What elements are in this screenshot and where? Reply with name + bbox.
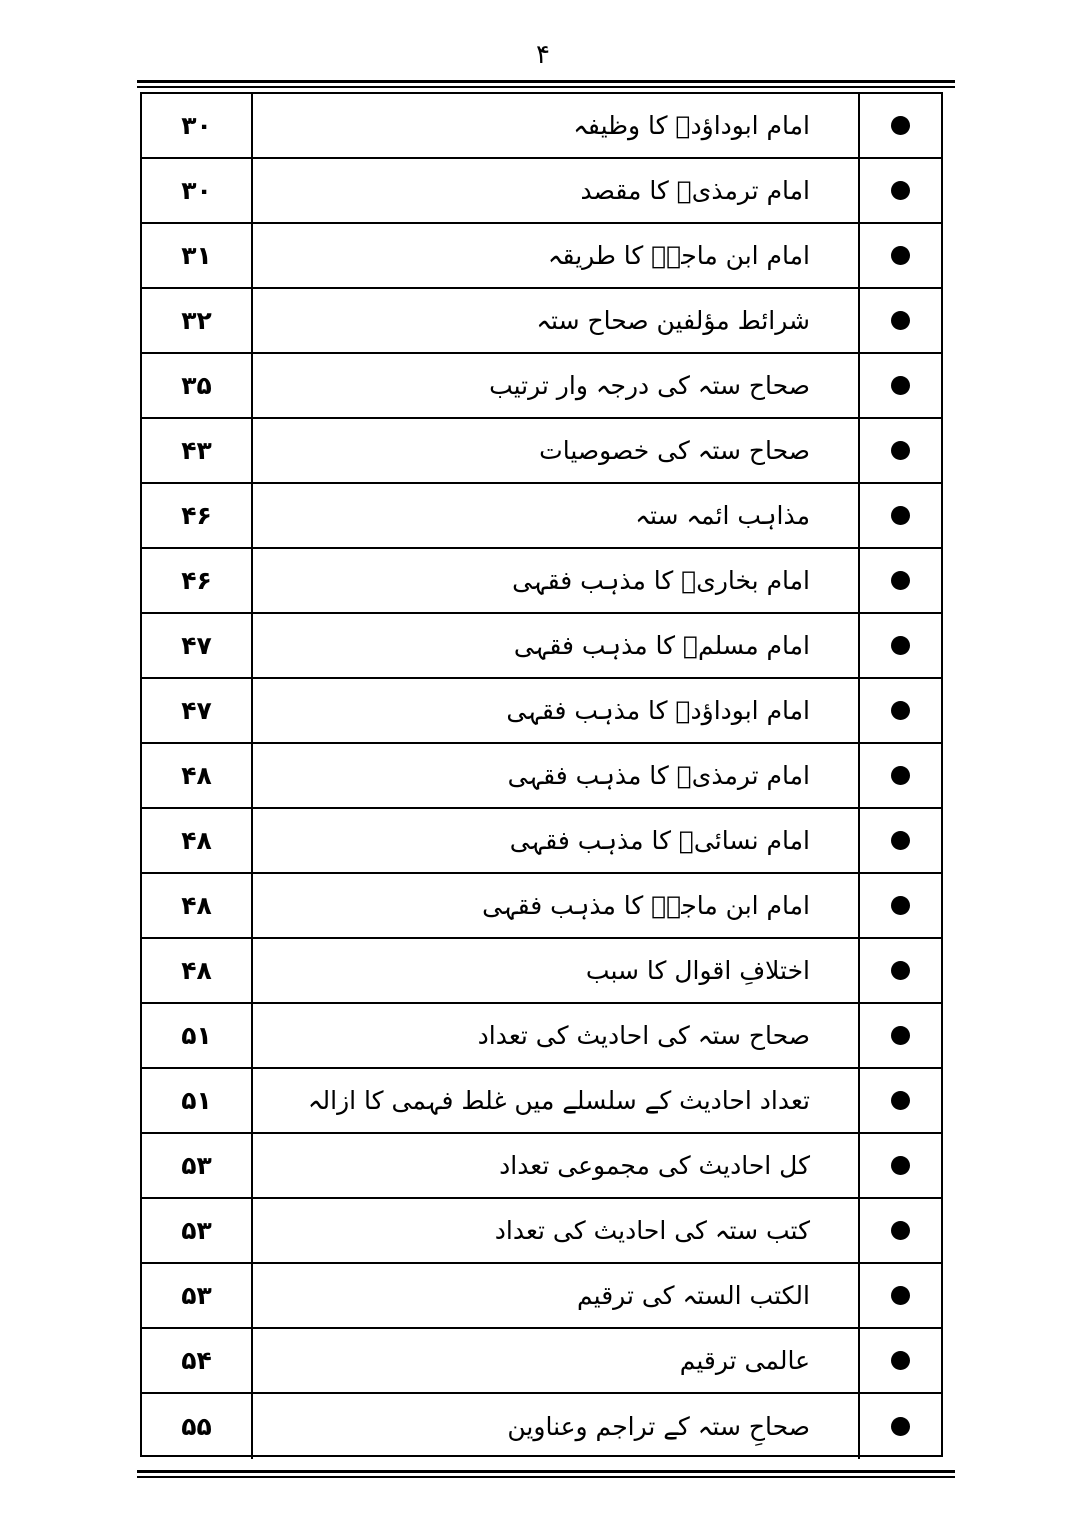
- toc-page-number: ۳۱: [142, 224, 253, 287]
- bullet-icon: [891, 636, 910, 655]
- toc-bullet: [858, 1134, 941, 1197]
- toc-bullet: [858, 289, 941, 352]
- bullet-icon: [891, 701, 910, 720]
- bottom-rule-outer: [137, 1470, 955, 1473]
- toc-title: امام بخاریؒ کا مذہب فقہی: [512, 566, 810, 595]
- toc-bullet: [858, 939, 941, 1002]
- bullet-icon: [891, 181, 910, 200]
- top-rule-inner: [137, 86, 955, 88]
- toc-bullet: [858, 744, 941, 807]
- table-of-contents: [140, 92, 943, 1457]
- toc-bullet: [858, 874, 941, 937]
- toc-row: [142, 614, 941, 679]
- bullet-icon: [891, 1221, 910, 1240]
- toc-title: امام ابن ماجہؒ کا طریقہ: [547, 241, 810, 270]
- bullet-icon: [891, 766, 910, 785]
- toc-row: [142, 679, 941, 744]
- toc-page-number: ۵۳: [142, 1134, 253, 1197]
- bullet-icon: [891, 1026, 910, 1045]
- toc-bullet: [858, 614, 941, 677]
- toc-page-number: ۳۰: [142, 159, 253, 222]
- bullet-icon: [891, 961, 910, 980]
- toc-row: [142, 1394, 941, 1459]
- toc-title: اختلافِ اقوال کا سبب: [585, 956, 810, 985]
- toc-row: [142, 939, 941, 1004]
- toc-title: امام ترمذیؒ کا مقصد: [580, 176, 810, 205]
- toc-bullet: [858, 1199, 941, 1262]
- toc-row: [142, 1004, 941, 1069]
- toc-bullet: [858, 1069, 941, 1132]
- toc-row: [142, 159, 941, 224]
- toc-page-number: ۵۳: [142, 1264, 253, 1327]
- toc-page-number: ۴۸: [142, 809, 253, 872]
- toc-row: [142, 809, 941, 874]
- toc-row: [142, 94, 941, 159]
- toc-title: تعداد احادیث کے سلسلے میں غلط فہمی کا ازالہ: [307, 1086, 810, 1115]
- toc-title: صحاحِ ستہ کے تراجم وعناوین: [507, 1412, 810, 1441]
- toc-title: امام مسلمؒ کا مذہب فقہی: [513, 631, 810, 660]
- toc-bullet: [858, 1264, 941, 1327]
- bullet-icon: [891, 311, 910, 330]
- toc-bullet: [858, 94, 941, 157]
- toc-page-number: ۴۶: [142, 484, 253, 547]
- toc-bullet: [858, 159, 941, 222]
- toc-title: امام ابوداؤدؒ کا وظیفہ: [573, 111, 810, 140]
- toc-page-number: ۳۲: [142, 289, 253, 352]
- toc-title: شرائط مؤلفین صحاح ستہ: [536, 306, 810, 335]
- toc-title: امام ابوداؤدؒ کا مذہب فقہی: [506, 696, 810, 725]
- toc-row: [142, 744, 941, 809]
- toc-page-number: ۴۶: [142, 549, 253, 612]
- toc-page-number: ۴۸: [142, 744, 253, 807]
- toc-page-number: ۴۷: [142, 614, 253, 677]
- bullet-icon: [891, 1286, 910, 1305]
- toc-title: مذاہب ائمہ ستہ: [635, 501, 810, 530]
- toc-row: [142, 1264, 941, 1329]
- bullet-icon: [891, 1351, 910, 1370]
- toc-page-number: ۴۷: [142, 679, 253, 742]
- toc-bullet: [858, 809, 941, 872]
- toc-page-number: ۵۳: [142, 1199, 253, 1262]
- toc-title: صحاح ستہ کی احادیث کی تعداد: [477, 1021, 810, 1050]
- toc-page-number: ۴۸: [142, 939, 253, 1002]
- toc-bullet: [858, 1004, 941, 1067]
- toc-page-number: ۳۵: [142, 354, 253, 417]
- toc-page-number: ۴۳: [142, 419, 253, 482]
- toc-row: [142, 1134, 941, 1199]
- toc-bullet: [858, 354, 941, 417]
- toc-title: صحاح ستہ کی درجہ وار ترتیب: [489, 371, 810, 400]
- top-rule-outer: [137, 80, 955, 83]
- toc-page-number: ۵۴: [142, 1329, 253, 1392]
- toc-bullet: [858, 1394, 941, 1459]
- toc-title: امام ابن ماجہؒ کا مذہب فقہی: [482, 891, 810, 920]
- toc-row: [142, 484, 941, 549]
- toc-bullet: [858, 1329, 941, 1392]
- toc-page-number: ۳۰: [142, 94, 253, 157]
- toc-bullet: [858, 419, 941, 482]
- toc-row: [142, 1199, 941, 1264]
- bullet-icon: [891, 506, 910, 525]
- bullet-icon: [891, 1091, 910, 1110]
- toc-row: [142, 1329, 941, 1394]
- toc-page-number: ۴۸: [142, 874, 253, 937]
- bullet-icon: [891, 571, 910, 590]
- toc-bullet: [858, 484, 941, 547]
- bullet-icon: [891, 896, 910, 915]
- toc-row: [142, 224, 941, 289]
- toc-row: [142, 419, 941, 484]
- toc-row: [142, 354, 941, 419]
- toc-row: [142, 874, 941, 939]
- toc-page-number: ۵۱: [142, 1069, 253, 1132]
- bullet-icon: [891, 831, 910, 850]
- bullet-icon: [891, 1417, 910, 1436]
- toc-row: [142, 1069, 941, 1134]
- bullet-icon: [891, 441, 910, 460]
- page-number: ۴: [536, 40, 550, 70]
- toc-title: امام ترمذیؒ کا مذہب فقہی: [507, 761, 810, 790]
- bullet-icon: [891, 116, 910, 135]
- toc-title: کتب ستہ کی احادیث کی تعداد: [494, 1216, 810, 1245]
- bottom-rule-inner: [137, 1476, 955, 1478]
- bullet-icon: [891, 1156, 910, 1175]
- toc-page-number: ۵۱: [142, 1004, 253, 1067]
- toc-page-number: ۵۵: [142, 1394, 253, 1459]
- toc-bullet: [858, 549, 941, 612]
- toc-title: الکتب الستہ کی ترقیم: [577, 1281, 810, 1310]
- bullet-icon: [891, 376, 910, 395]
- bullet-icon: [891, 246, 910, 265]
- toc-row: [142, 289, 941, 354]
- toc-title: صحاح ستہ کی خصوصیات: [539, 436, 810, 465]
- toc-title: امام نسائیؒ کا مذہب فقہی: [509, 826, 810, 855]
- toc-title: عالمی ترقیم: [679, 1346, 810, 1375]
- toc-title: کل احادیث کی مجموعی تعداد: [499, 1151, 810, 1180]
- toc-row: [142, 549, 941, 614]
- toc-bullet: [858, 679, 941, 742]
- toc-bullet: [858, 224, 941, 287]
